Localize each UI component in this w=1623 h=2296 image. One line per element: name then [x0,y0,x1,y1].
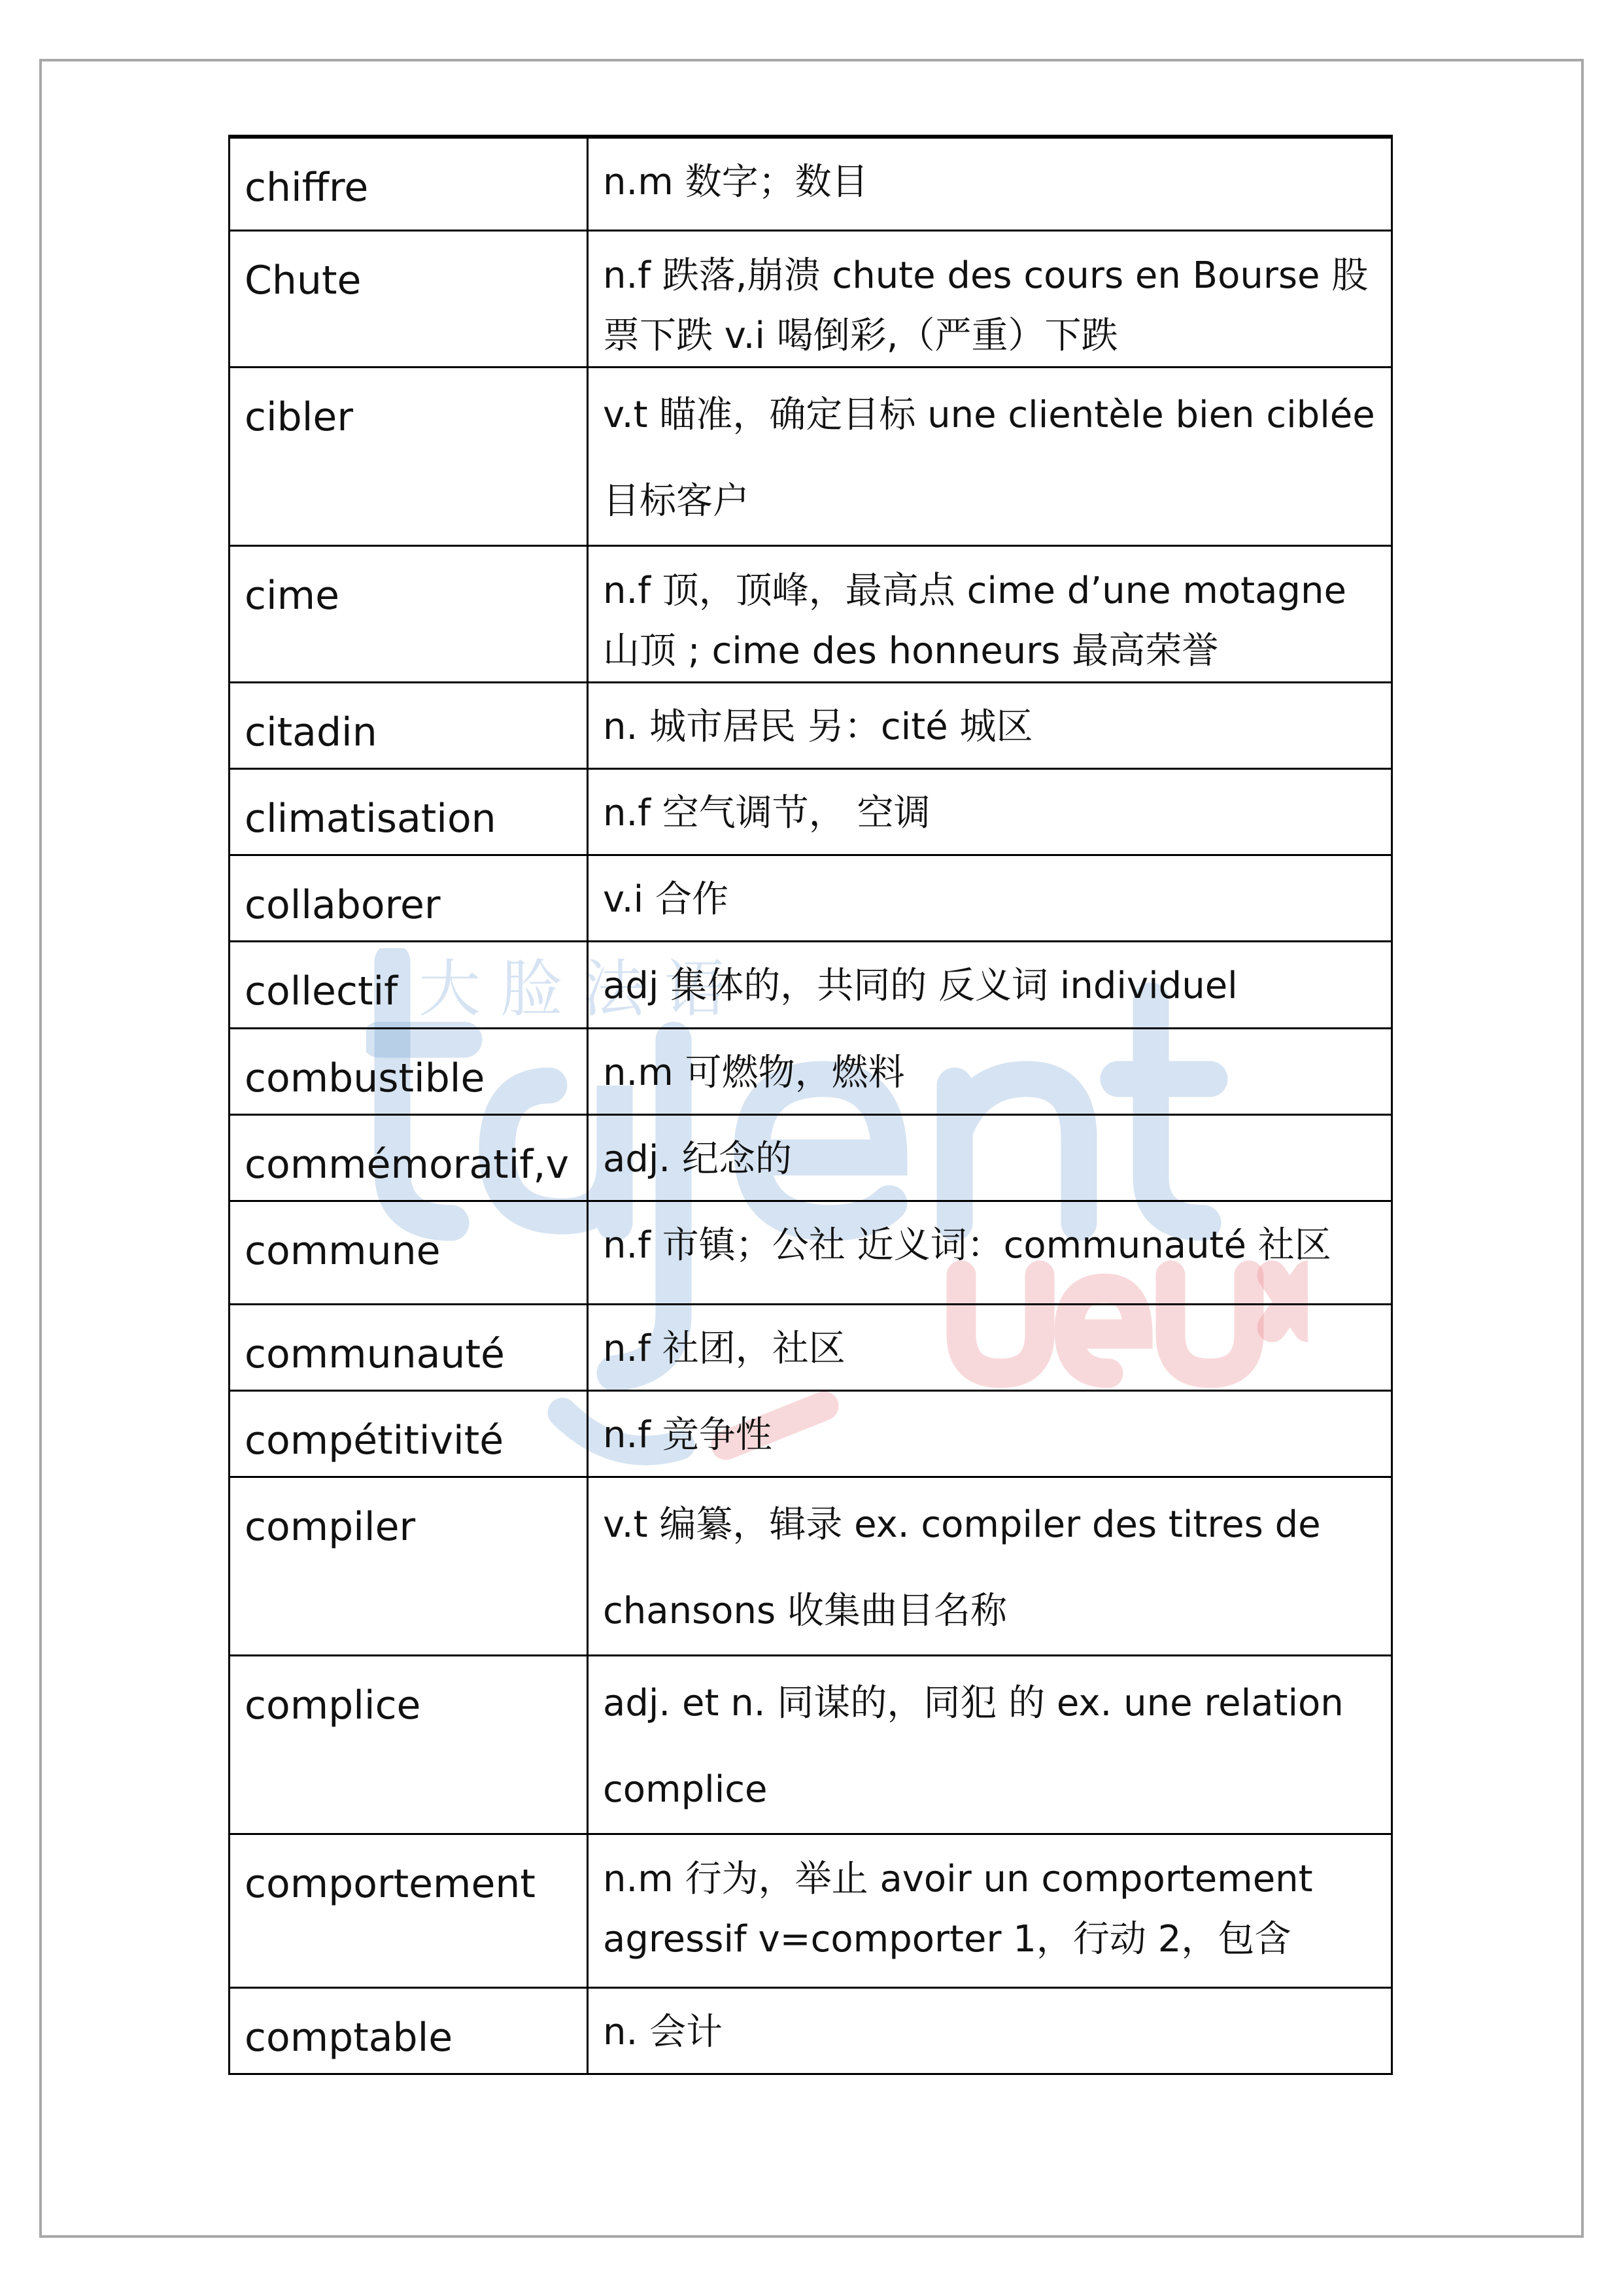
table-row [230,545,1392,682]
definition-cell: n.m 行为，举止 avoir un comportement agressif v=comporter 1，行动 2，包含 [588,1834,1392,1987]
definition-cell: v.t 瞄准，确定目标 une clientèle bien ciblée 目标客户 [588,367,1392,545]
definition-cell: v.t 编纂，辑录 ex. compiler des titres de chansons 收集曲目名称 [588,1477,1392,1655]
word-cell: commémoratif,v [230,1114,588,1201]
definition-cell: v.i 合作 [588,855,1392,941]
word-cell: citadin [230,682,588,768]
word-cell: cime [230,545,588,682]
word-cell: climatisation [230,768,588,855]
word-cell: combustible [230,1028,588,1114]
table-row [230,1834,1392,1987]
definition-cell: n.f 顶，顶峰，最高点 cime d’une motagne 山顶 ; cime des honneurs 最高荣誉 [588,545,1392,682]
table-row [230,682,1392,768]
watermark-chinese: 大 脸 法 语 [419,953,726,1025]
vocabulary-table [228,135,1393,2075]
word-cell: collaborer [230,855,588,941]
word-cell: collectif [230,941,588,1028]
table-row [230,1201,1392,1304]
definition-cell: n.m 数字；数目 [588,137,1392,230]
definition-cell: adj 集体的，共同的 反义词 individuel [588,941,1392,1028]
word-cell: Chute [230,230,588,367]
word-cell: compétitivité [230,1390,588,1477]
definition-cell: n.f 竞争性 [588,1390,1392,1477]
table-row [230,1655,1392,1834]
table-row [230,1987,1392,2074]
table-row [230,1477,1392,1655]
table-row [230,367,1392,545]
word-cell: comportement [230,1834,588,1987]
word-cell: chiffre [230,137,588,230]
word-cell: compiler [230,1477,588,1655]
definition-cell: adj. et n. 同谋的，同犯 的 ex. une relation complice [588,1655,1392,1834]
definition-cell: n.f 空气调节， 空调 [588,768,1392,855]
definition-cell: n.f 跌落,崩溃 chute des cours en Bourse 股票下跌 v.i 喝倒彩,（严重）下跌 [588,230,1392,367]
word-cell: comptable [230,1987,588,2074]
table-row [230,855,1392,941]
definition-cell: n.f 市镇；公社 近义词：communauté 社区 [588,1201,1392,1304]
table-row [230,941,1392,1028]
table-row [230,1114,1392,1201]
definition-cell: adj. 纪念的 [588,1114,1392,1201]
definition-cell: n. 城市居民 另：cité 城区 [588,682,1392,768]
definition-cell: n. 会计 [588,1987,1392,2074]
word-cell: communauté [230,1304,588,1390]
definition-cell: n.f 社团，社区 [588,1304,1392,1390]
word-cell: cibler [230,367,588,545]
definition-cell: n.m 可燃物，燃料 [588,1028,1392,1114]
table-row [230,137,1392,230]
table-row [230,768,1392,855]
word-cell: commune [230,1201,588,1304]
table-row [230,1028,1392,1114]
table-row [230,1304,1392,1390]
table-row [230,1390,1392,1477]
table-row [230,230,1392,367]
word-cell: complice [230,1655,588,1834]
